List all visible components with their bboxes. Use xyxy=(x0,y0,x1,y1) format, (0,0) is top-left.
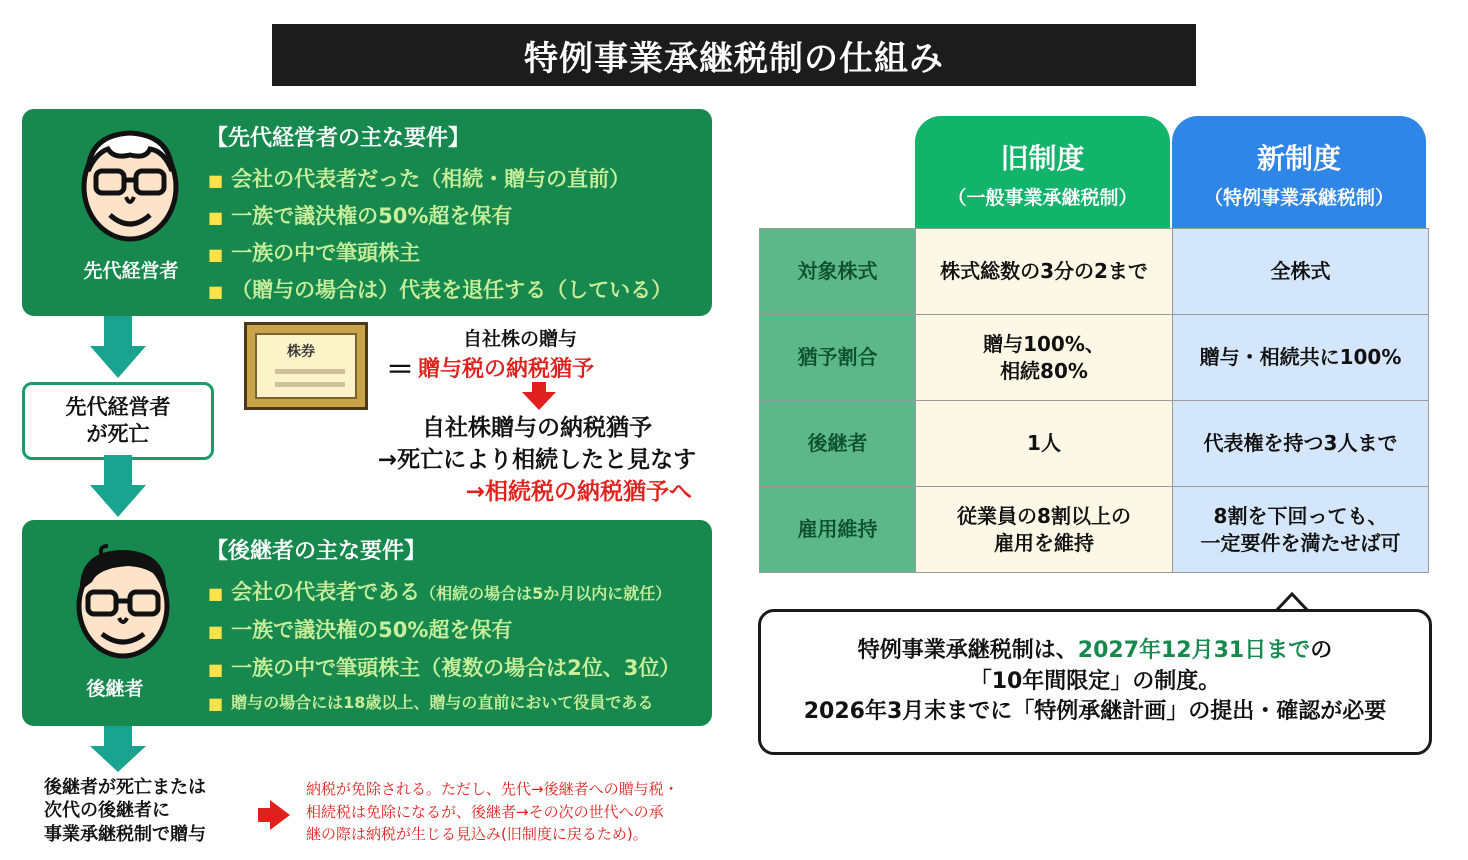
predecessor-heading: 【先代経営者の主な要件】 xyxy=(206,126,471,151)
table-row xyxy=(760,315,1429,401)
gift-title: 自社株の贈与 xyxy=(462,328,577,350)
footer-note: 納税が免除される。ただし、先代→後継者への贈与税・ 相続税は免除になるが、後継者→その次の世代への承 継の際は納税が生じる見込み(旧制度に戻るため)。 xyxy=(306,780,679,843)
table-row xyxy=(760,487,1429,573)
new-cell: 贈与・相続共に100% xyxy=(1173,315,1429,401)
bullet-icon: ■ xyxy=(208,170,224,190)
old-system-header: 旧制度 （一般事業承継税制） xyxy=(915,116,1170,230)
old-cell: 贈与100%、 相続80% xyxy=(916,315,1173,401)
red-arrow-down-icon xyxy=(522,382,556,412)
gift-deferral: 贈与税の納税猶予 xyxy=(418,357,595,382)
new-cell: 8割を下回っても、 一定要件を満たせば可 xyxy=(1173,487,1429,573)
predecessor-req-2: ■ 一族で議決権の50%超を保有 xyxy=(208,204,513,228)
callout-line-3: 2026年3月末までに「特例承継計画」の提出・確認が必要 xyxy=(803,699,1387,725)
successor-label: 後継者 xyxy=(86,678,144,700)
old-cell: 1人 xyxy=(916,401,1173,487)
bullet-icon: ■ xyxy=(208,694,224,713)
new-cell: 代表権を持つ3人まで xyxy=(1173,401,1429,487)
predecessor-label: 先代経営者 xyxy=(83,260,179,282)
successor-box xyxy=(22,520,712,726)
predecessor-box xyxy=(22,109,712,316)
bullet-icon: ■ xyxy=(208,207,224,227)
red-arrow-right-icon xyxy=(258,800,290,830)
bullet-icon: ■ xyxy=(208,281,224,301)
row-label: 後継者 xyxy=(760,401,916,487)
comparison-table xyxy=(759,228,1429,573)
new-cell: 全株式 xyxy=(1173,229,1429,315)
successor-face-icon xyxy=(68,542,178,660)
certificate-label: 株券 xyxy=(287,344,315,360)
old-cell: 従業員の8割以上の 雇用を維持 xyxy=(916,487,1173,573)
equals-sign: ＝ xyxy=(386,353,415,386)
summary-callout xyxy=(758,609,1432,755)
arrow-down-icon xyxy=(90,455,146,519)
stock-certificate-icon xyxy=(244,322,368,410)
new-system-header: 新制度 （特例事業承継税制） xyxy=(1172,116,1426,230)
predecessor-death-box: 先代経営者 が死亡 xyxy=(22,382,214,460)
successor-req-1: ■ 会社の代表者である（相続の場合は5か月以内に就任） xyxy=(208,580,672,604)
predecessor-req-1: ■ 会社の代表者だった（相続・贈与の直前） xyxy=(208,167,631,191)
predecessor-req-4: ■ （贈与の場合は）代表を退任する（している） xyxy=(208,278,673,302)
callout-line-1: 特例事業承継税制は、2027年12月31日までの xyxy=(857,637,1333,663)
table-row xyxy=(760,401,1429,487)
arrow-down-icon xyxy=(90,316,146,380)
bullet-icon: ■ xyxy=(208,659,224,679)
bullet-icon: ■ xyxy=(208,621,224,641)
bullet-icon: ■ xyxy=(208,244,224,264)
callout-line-2: 「10年間限定」の制度。 xyxy=(969,668,1221,694)
predecessor-req-3: ■ 一族の中で筆頭株主 xyxy=(208,241,421,265)
table-row xyxy=(760,229,1429,315)
page-title: 特例事業承継税制の仕組み xyxy=(272,24,1196,86)
bullet-icon: ■ xyxy=(208,583,224,603)
deferral-explanation: 自社株贈与の納税猶予 →死亡により相続したと見なす →相続税の納税猶予へ xyxy=(377,415,697,506)
predecessor-face-icon xyxy=(74,123,186,243)
old-cell: 株式総数の3分の2まで xyxy=(916,229,1173,315)
row-label: 猶予割合 xyxy=(760,315,916,401)
successor-heading: 【後継者の主な要件】 xyxy=(206,539,427,564)
arrow-down-icon xyxy=(90,726,146,774)
row-label: 雇用維持 xyxy=(760,487,916,573)
successor-req-4: ■ 贈与の場合には18歳以上、贈与の直前において役員である xyxy=(208,693,654,713)
footer-condition: 後継者が死亡または 次代の後継者に 事業承継税制で贈与 xyxy=(44,777,206,845)
successor-req-2: ■ 一族で議決権の50%超を保有 xyxy=(208,618,513,642)
successor-req-3: ■ 一族の中で筆頭株主（複数の場合は2位、3位） xyxy=(208,656,681,680)
row-label: 対象株式 xyxy=(760,229,916,315)
